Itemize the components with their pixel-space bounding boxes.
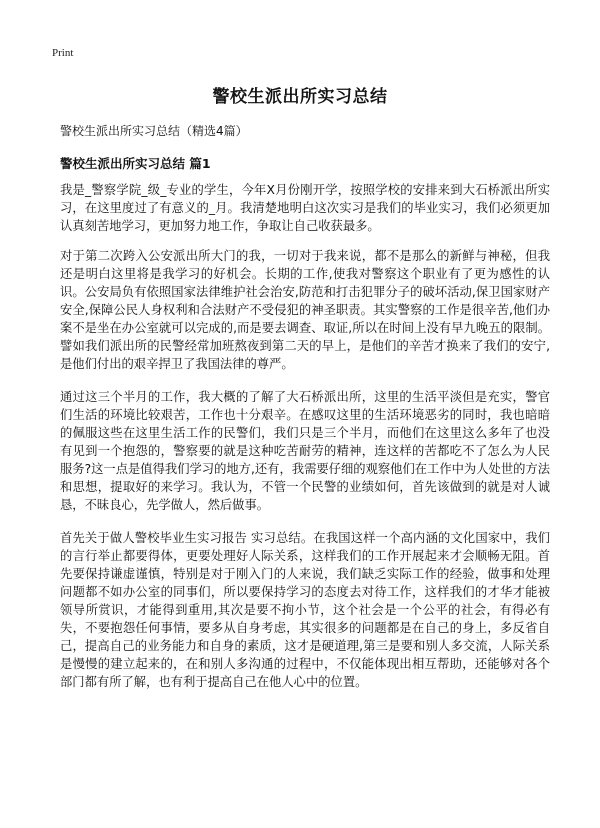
document-title: 警校生派出所实习总结 (212, 87, 388, 107)
paragraph: 通过这三个半月的工作，我大概的了解了大石桥派出所，这里的生活平淡但是充实，警官们生活的环境比较艰苦，工作也十分艰辛。在感叹这里的生活环境恶劣的同时，我也暗暗的佩服这些在这里生活工作的民警们，我们只是三个半月，而他们在这里这么多年了也没有见到一个抱怨的，警察要的就是这种吃苦耐劳的精神，连这样的苦都吃不了怎么为人民服务?这一点是值得我们学习的地方,还有，我需要仔细的观察他们在工作中为人处世的方法和思想，提取好的来学习。我认为，不管一个民警的业绩如何，首先该做到的就是对人诚恳，不昧良心，先学做人，然后做事。 (60, 390, 551, 512)
paragraph: 首先关于做人警校毕业生实习报告 实习总结。在我国这样一个高内涵的文化国家中，我们的言行举止都要得体，更要处理好人际关系，这样我们的工作开展起来才会顺畅无阻。首先要保持谦虚谨慎，特别是对于刚入门的人来说，我们缺乏实际工作的经验，做事和处理问题都不如办公室的同事们，所以要保持学习的态度去对待工作，这样我们的才华才能被领导所赏识，才能得到重用,其次是要不拘小节，这个社会是一个公平的社会，有得必有失，不要抱怨任何事情，要多从自身考虑，其实很多的问题都是在自己的身上，多反省自己，提高自己的业务能力和自身的素质，这才是硬道理,第三是要和别人多交流，人际关系是慢慢的建立起来的，在和别人多沟通的过程中，不仅能体现出相互帮助，还能够对各个部门都有所了解，也有利于提高自己在他人心中的位置。 (60, 531, 550, 689)
document-body (60, 181, 550, 705)
document-subtitle: 警校生派出所实习总结（精选4篇） (60, 124, 248, 138)
paragraph: 我是_警察学院_级_专业的学生，今年X月份刚开学，按照学校的安排来到大石桥派出所实习，在这里度过了有意义的_月。我清楚地明白这次实习是我们的毕业实习，我们必须更加认真刻苦地学习，更加努力地工作，争取让自己收获最多。 (60, 183, 550, 233)
print-label: Print (52, 47, 74, 59)
paragraph: 对于第二次跨入公安派出所大门的我，一切对于我来说，都不是那么的新鲜与神秘，但我还是明白这里将是我学习的好机会。长期的工作,使我对警察这个职业有了更为感性的认识。公安局负有依照国家法律维护社会治安,防范和打击犯罪分子的破坏活动,保卫国家财产安全,保障公民人身权利和合法财产不受侵犯的神圣职责。其实警察的工作是很辛苦,他们办案不是坐在办公室就可以完成的,而是要去调查、取证,所以在时间上没有早九晚五的限制。譬如我们派出所的民警经常加班熬夜到第二天的早上，是他们的辛苦才换来了我们的安宁,是他们付出的艰辛捍卫了我国法律的尊严。 (60, 249, 550, 371)
section-heading: 警校生派出所实习总结 篇1 (60, 156, 211, 171)
